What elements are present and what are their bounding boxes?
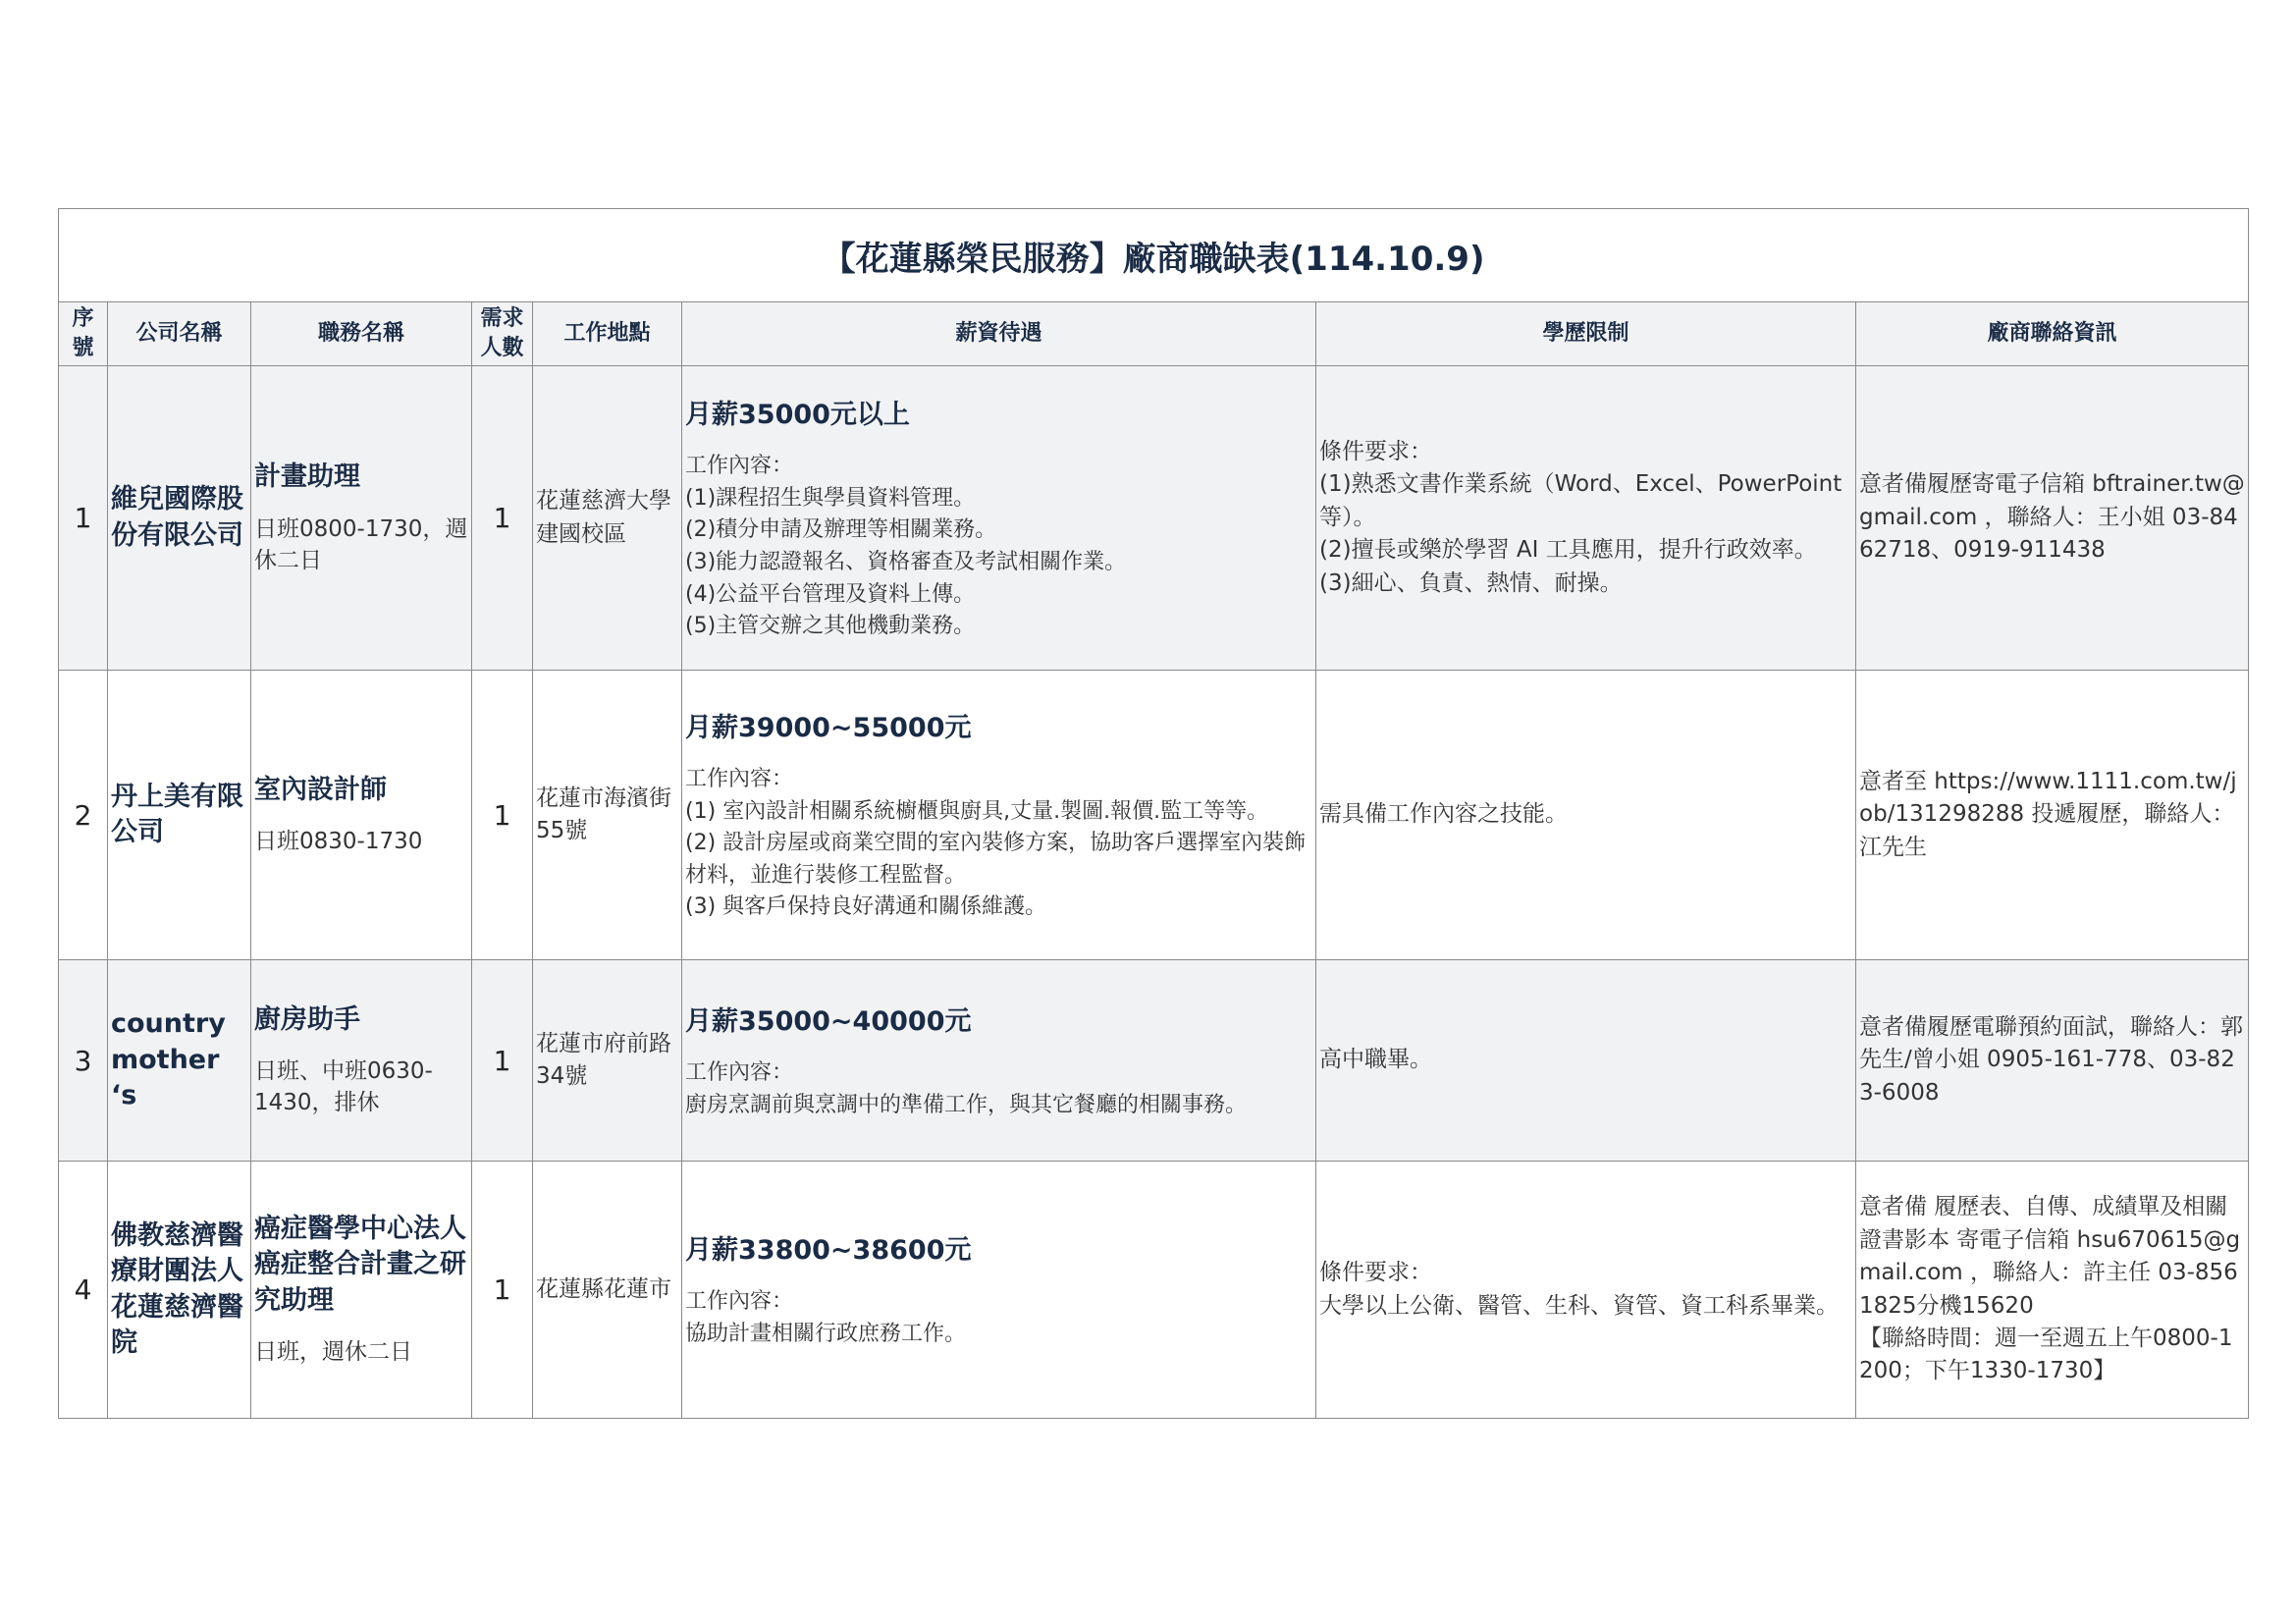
- row-salary: [682, 366, 1316, 671]
- header-contact: 廠商聯絡資訊: [1856, 302, 2249, 366]
- page-title: 【花蓮縣榮民服務】廠商職缺表(114.10.9): [59, 209, 2249, 302]
- job-title: 計畫助理: [254, 461, 360, 493]
- row-count: 1: [472, 960, 533, 1162]
- row-location: 花蓮市海濱街55號: [533, 671, 682, 960]
- salary-title: 月薪39000~55000元: [685, 713, 972, 744]
- row-company: 維兒國際股份有限公司: [108, 366, 251, 671]
- row-job: [251, 671, 472, 960]
- table-row: [59, 671, 2249, 960]
- job-listing-sheet: [58, 208, 2248, 1419]
- row-education: 高中職畢。: [1316, 960, 1856, 1162]
- row-seq: 3: [59, 960, 108, 1162]
- row-seq: 2: [59, 671, 108, 960]
- row-seq: 1: [59, 366, 108, 671]
- row-job: [251, 366, 472, 671]
- header-seq: 序號: [59, 302, 108, 366]
- row-location: 花蓮縣花蓮市: [533, 1162, 682, 1419]
- job-shift: 日班，週休二日: [254, 1339, 412, 1366]
- header-salary: 薪資待遇: [682, 302, 1316, 366]
- row-location: 花蓮市府前路34號: [533, 960, 682, 1162]
- row-company: 佛教慈濟醫療財團法人花蓮慈濟醫院: [108, 1162, 251, 1419]
- salary-body: 工作內容： 協助計畫相關行政庶務工作。: [685, 1289, 967, 1346]
- salary-title: 月薪35000~40000元: [685, 1005, 972, 1037]
- table-row: [59, 960, 2249, 1162]
- row-job: [251, 1162, 472, 1419]
- job-title: 廚房助手: [254, 1003, 360, 1035]
- job-title: 癌症醫學中心法人癌症整合計畫之研究助理: [254, 1213, 466, 1316]
- row-education: 需具備工作內容之技能。: [1316, 671, 1856, 960]
- header-location: 工作地點: [533, 302, 682, 366]
- job-shift: 日班、中班0630-1430，排休: [254, 1058, 433, 1116]
- row-company: 丹上美有限公司: [108, 671, 251, 960]
- row-seq: 4: [59, 1162, 108, 1419]
- row-contact: 意者備 履歷表、自傳、成績單及相關證書影本 寄電子信箱 hsu670615@gmail.com ，聯絡人：許主任 03-8561825分機15620 【聯絡時間：週一至週五上午0800-1200；下午1330-1730】: [1856, 1162, 2249, 1419]
- row-count: 1: [472, 671, 533, 960]
- header-job: 職務名稱: [251, 302, 472, 366]
- job-shift: 日班0800-1730，週休二日: [254, 515, 468, 573]
- row-company: country mother ‘s: [108, 960, 251, 1162]
- row-contact: 意者至 https://www.1111.com.tw/job/131298288 投遞履歷，聯絡人：江先生: [1856, 671, 2249, 960]
- salary-body: 工作內容： (1) 室內設計相關系統櫥櫃與廚具,丈量.製圖.報價.監工等等。 (2) 設計房屋或商業空間的室內裝修方案，協助客戶選擇室內裝飾材料，並進行裝修工程監督。 (3) 與客戶保持良好溝通和關係維護。: [685, 767, 1307, 920]
- header-company: 公司名稱: [108, 302, 251, 366]
- job-title: 室內設計師: [254, 774, 387, 805]
- header-row: [59, 302, 2249, 366]
- row-salary: [682, 671, 1316, 960]
- job-shift: 日班0830-1730: [254, 829, 423, 855]
- row-salary: [682, 1162, 1316, 1419]
- table-row: [59, 366, 2249, 671]
- row-salary: [682, 960, 1316, 1162]
- job-vacancy-table: [58, 208, 2249, 1419]
- table-row: [59, 1162, 2249, 1419]
- header-education: 學歷限制: [1316, 302, 1856, 366]
- salary-body: 工作內容： 廚房烹調前與烹調中的準備工作，與其它餐廳的相關事務。: [685, 1059, 1248, 1117]
- row-count: 1: [472, 1162, 533, 1419]
- row-education: 條件要求： (1)熟悉文書作業系統（Word、Excel、PowerPoint等）。 (2)擅長或樂於學習 AI 工具應用，提升行政效率。 (3)細心、負責、熱情、耐操。: [1316, 366, 1856, 671]
- header-count: 需求人數: [472, 302, 533, 366]
- salary-title: 月薪33800~38600元: [685, 1235, 972, 1267]
- row-location: 花蓮慈濟大學建國校區: [533, 366, 682, 671]
- row-contact: 意者備履歷寄電子信箱 bftrainer.tw@gmail.com ，聯絡人：王小姐 03-8462718、0919-911438: [1856, 366, 2249, 671]
- row-count: 1: [472, 366, 533, 671]
- salary-body: 工作內容： (1)課程招生與學員資料管理。 (2)積分申請及辦理等相關業務。 (3)能力認證報名、資格審查及考試相關作業。 (4)公益平台管理及資料上傳。 (5)主管交辦之其他機動業務。: [685, 454, 1127, 639]
- row-job: [251, 960, 472, 1162]
- salary-title: 月薪35000元以上: [685, 400, 910, 431]
- row-contact: 意者備履歷電聯預約面試，聯絡人：郭先生/曾小姐 0905-161-778、03-823-6008: [1856, 960, 2249, 1162]
- row-education: 條件要求： 大學以上公衛、醫管、生科、資管、資工科系畢業。: [1316, 1162, 1856, 1419]
